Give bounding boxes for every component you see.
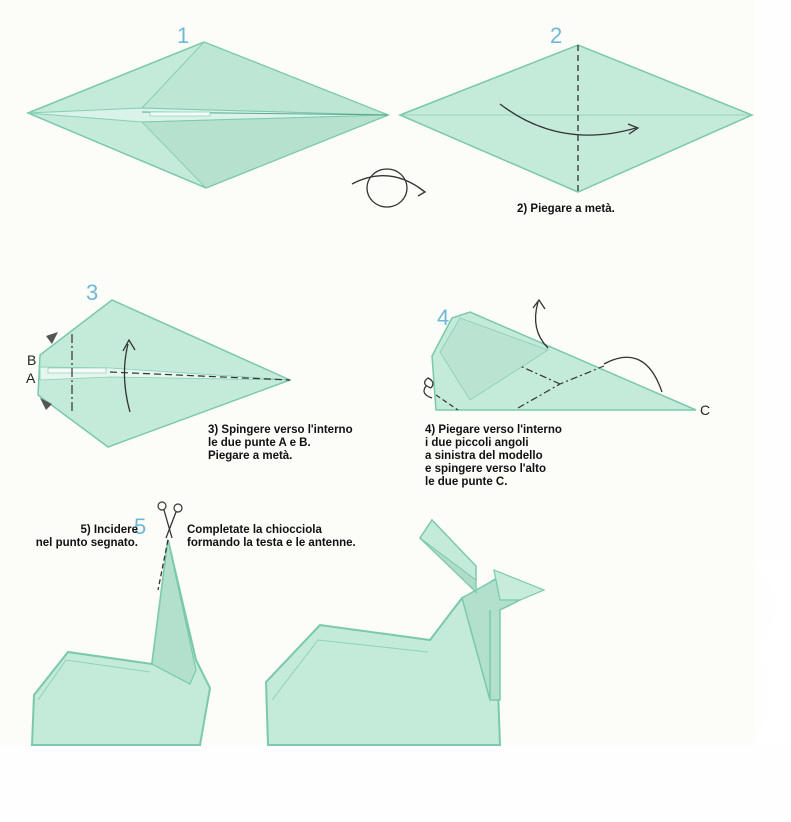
final-snail: [266, 520, 544, 745]
caption-line: a sinistra del modello: [425, 450, 543, 462]
caption-line: Completate la chiocciola: [187, 524, 322, 536]
point-label-c: C: [700, 402, 711, 418]
step1-diamond: [28, 42, 388, 188]
caption-line: 5) Incidere: [80, 524, 138, 536]
turn-over-icon: [352, 169, 425, 207]
caption-step-2: [517, 203, 615, 216]
caption-line: le due punte A e B.: [208, 437, 311, 449]
point-label-a: A: [26, 370, 36, 386]
caption-line: e spingere verso l'alto: [425, 463, 546, 475]
scissors-icon: [158, 502, 182, 538]
caption-line: formando la testa e le antenne.: [187, 537, 356, 549]
step-number-3: 3: [86, 280, 99, 305]
caption-line: nel punto segnato.: [35, 537, 138, 549]
step-number-2: 2: [550, 23, 563, 48]
caption-line: 2) Piegare a metà.: [517, 203, 615, 215]
step4-shape: [424, 300, 696, 410]
step-number-4: 4: [437, 305, 450, 330]
caption-line: Piegare a metà.: [208, 450, 293, 462]
point-label-b: B: [27, 352, 37, 368]
torn-edge: [755, 560, 791, 745]
caption-line: le due punte C.: [425, 476, 508, 488]
caption-step-3: [208, 424, 353, 463]
caption-step-4: [425, 424, 562, 489]
caption-line: i due piccoli angoli: [425, 437, 529, 449]
caption-final: [187, 524, 356, 550]
step5-shape: [32, 540, 210, 745]
step-number-1: 1: [177, 23, 190, 48]
caption-step-5: [30, 524, 138, 550]
caption-line: 3) Spingere verso l'interno: [208, 424, 353, 436]
step-number-5: 5: [134, 514, 147, 539]
step2-diamond: [400, 45, 752, 192]
caption-line: 4) Piegare verso l'interno: [425, 424, 562, 436]
